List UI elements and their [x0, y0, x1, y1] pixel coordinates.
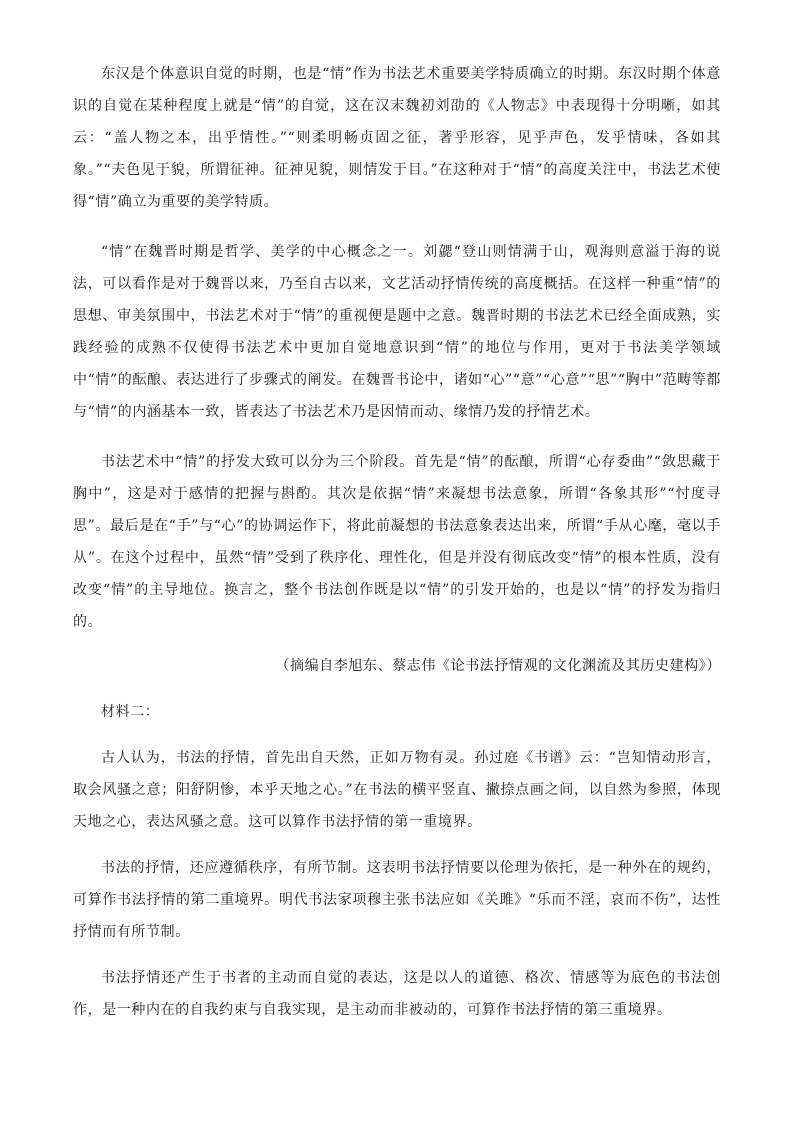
paragraph-second-realm: 书法的抒情，还应遵循秩序，有所节制。这表明书法抒情要以伦理为依托，是一种外在的规约，可算作书法抒情的第二重境界。明代书法家项穆主张书法应如《关雎》“乐而不淫，哀而不伤”，达性抒情而有所节制。 — [73, 860, 721, 940]
material-two-label: 材料二： — [101, 704, 160, 720]
document-page — [73, 58, 721, 1026]
paragraph-east-han: 东汉是个体意识自觉的时期，也是“情”作为书法艺术重要美学特质确立的时期。东汉时期个体意识的自觉在某种程度上就是“情”的自觉，这在汉末魏初刘劭的《人物志》中表现得十分明晰，如其云：“盖人物之本，出乎情性。”“则柔明畅贞固之征，著乎形容，见乎声色，发乎情味，各如其象。”“夫色见于貌，所谓征神。征神见貌，则情发于目。”在这种对于“情”的高度关注中，书法艺术使得“情”确立为重要的美学特质。 — [73, 66, 721, 210]
paragraph-third-realm: 书法抒情还产生于书者的主动而自觉的表达，这是以人的道德、格次、情感等为底色的书法创作，是一种内在的自我约束与自我实现，是主动而非被动的，可算作书法抒情的第三重境界。 — [73, 970, 721, 1018]
paragraph-three-stages: 书法艺术中“情”的抒发大致可以分为三个阶段。首先是“情”的酝酿，所谓“心存委曲”“敛思藏于胸中”，这是对于感情的把握与斟酌。其次是依据“情”来凝想书法意象，所谓“各象其形”“忖度寻思”。最后是在“手”与“心”的协调运作下，将此前凝想的书法意象表达出来，所谓“手从心麾，毫以手从”。在这个过程中，虽然“情”受到了秩序化、理性化，但是并没有彻底改变“情”的根本性质，没有改变“情”的主导地位。换言之，整个书法创作既是以“情”的引发开始的，也是以“情”的抒发为指归的。 — [73, 454, 721, 630]
paragraph-wei-jin: “情”在魏晋时期是哲学、美学的中心概念之一。刘勰“登山则情满于山，观海则意溢于海的说法，可以看作是对于魏晋以来，乃至自古以来，文艺活动抒情传统的高度概括。在这样一种重“情”的思想、审美氛围中，书法艺术对于“情”的重视便是题中之意。魏晋时期的书法艺术已经全面成熟，实践经验的成熟不仅使得书法艺术中更加自觉地意识到“情”的地位与作用，更对于书法美学领域中“情”的酝酿、表达进行了步骤式的阐发。在魏晋书论中，诸如“心”“意”“心意”“思”“胸中”范畴等都与“情”的内涵基本一致，皆表达了书法艺术乃是因情而动、缘情乃发的抒情艺术。 — [73, 244, 721, 420]
source-citation: （摘编自李旭东、蔡志伟《论书法抒情观的文化渊流及其历史建构》） — [275, 658, 721, 674]
paragraph-first-realm: 古人认为，书法的抒情，首先出自天然，正如万物有灵。孙过庭《书谱》云：“岂知情动形言，取会风骚之意；阳舒阴惨，本乎天地之心。”在书法的横平竖直、撇捺点画之间，以自然为参照，体现天地之心，表达风骚之意。这可以算作书法抒情的第一重境界。 — [73, 750, 721, 830]
